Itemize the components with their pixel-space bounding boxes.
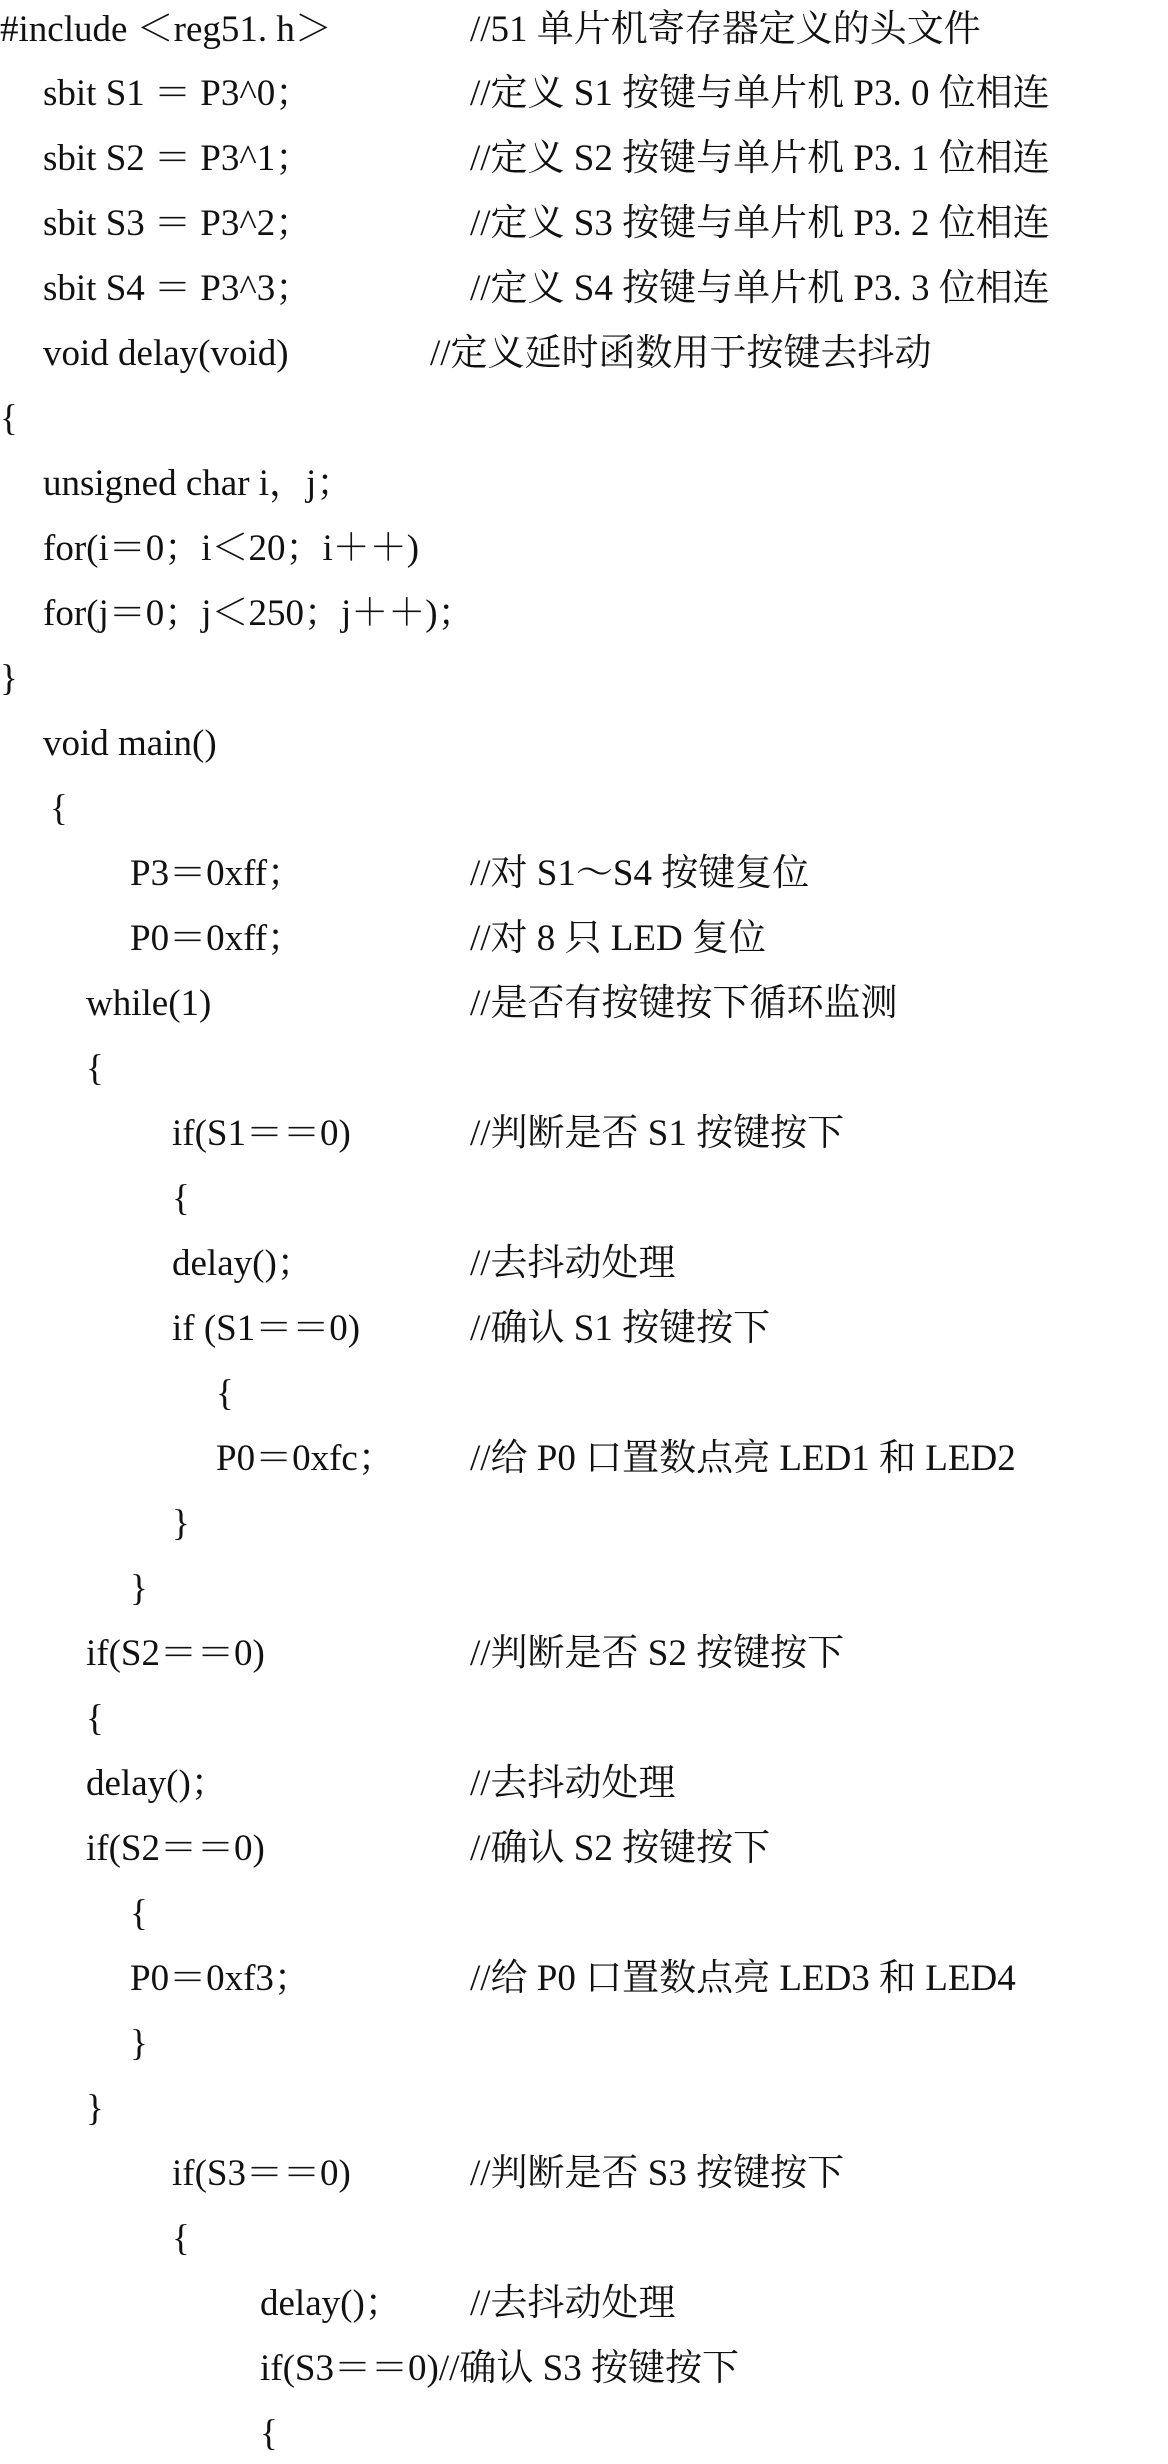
code-text: } [130,2023,148,2064]
code-comment: //去抖动处理 [470,1763,676,1804]
code-text: unsigned char i，j； [43,463,354,504]
code-text: } [0,658,18,699]
code-comment: //是否有按键按下循环监测 [470,983,898,1024]
code-text: } [172,1503,190,1544]
code-text: void delay(void) [43,333,289,374]
code-text: #include ＜reg51. h＞ [0,9,332,50]
code-text: delay()； [86,1763,228,1804]
code-text: P0＝0xf3； [130,1958,311,1999]
code-comment: //确认 S1 按键按下 [470,1308,771,1349]
code-comment: //给 P0 口置数点亮 LED3 和 LED4 [470,1958,1016,1999]
code-text: { [172,1178,190,1219]
code-text: for(j＝0；j＜250；j＋＋)； [43,593,475,634]
code-text: if (S1＝＝0) [172,1308,361,1349]
code-comment: //定义 S4 按键与单片机 P3. 3 位相连 [470,268,1050,309]
code-comment: //51 单片机寄存器定义的头文件 [470,9,981,50]
code-text: { [50,788,68,829]
code-comment: //判断是否 S2 按键按下 [470,1633,845,1674]
code-text: if(S2＝＝0) [86,1828,265,1869]
code-text: if(S3＝＝0) [172,2153,351,2194]
code-text: P0＝0xff； [130,918,305,959]
code-text: P0＝0xfc； [216,1438,395,1479]
code-text: delay()； [260,2283,402,2324]
code-text: } [130,1568,148,1609]
code-text: sbit S3 ＝ P3^2； [43,203,313,244]
code-text: for(i＝0；i＜20；i＋＋) [43,528,420,569]
code-text: { [86,1698,104,1739]
code-text: sbit S4 ＝ P3^3； [43,268,313,309]
code-comment: //定义 S3 按键与单片机 P3. 2 位相连 [470,203,1050,244]
code-comment: //确认 S2 按键按下 [470,1828,771,1869]
code-text: { [0,398,18,439]
code-text: if(S1＝＝0) [172,1113,351,1154]
code-text: if(S3＝＝0)//确认 S3 按键按下 [260,2348,739,2389]
code-text: void main() [43,723,217,764]
code-text: { [130,1893,148,1934]
code-text: delay()； [172,1243,314,1284]
code-text: sbit S2 ＝ P3^1； [43,138,313,179]
code-comment: //对 S1～S4 按键复位 [470,853,810,894]
code-comment: //定义延时函数用于按键去抖动 [430,333,932,374]
code-text: { [86,1048,104,1089]
code-text: { [260,2413,278,2454]
code-text: { [172,2218,190,2259]
code-text: P3＝0xff； [130,853,305,894]
code-text: if(S2＝＝0) [86,1633,265,1674]
code-comment: //去抖动处理 [470,2283,676,2324]
code-comment: //定义 S2 按键与单片机 P3. 1 位相连 [470,138,1050,179]
code-comment: //给 P0 口置数点亮 LED1 和 LED2 [470,1438,1016,1479]
code-comment: //对 8 只 LED 复位 [470,918,766,959]
code-text: sbit S1 ＝ P3^0； [43,73,313,114]
code-text: } [86,2088,104,2129]
code-comment: //判断是否 S1 按键按下 [470,1113,845,1154]
code-comment: //判断是否 S3 按键按下 [470,2153,845,2194]
code-text: { [216,1373,234,1414]
code-text: while(1) [86,983,212,1024]
code-comment: //去抖动处理 [470,1243,676,1284]
code-comment: //定义 S1 按键与单片机 P3. 0 位相连 [470,73,1050,114]
